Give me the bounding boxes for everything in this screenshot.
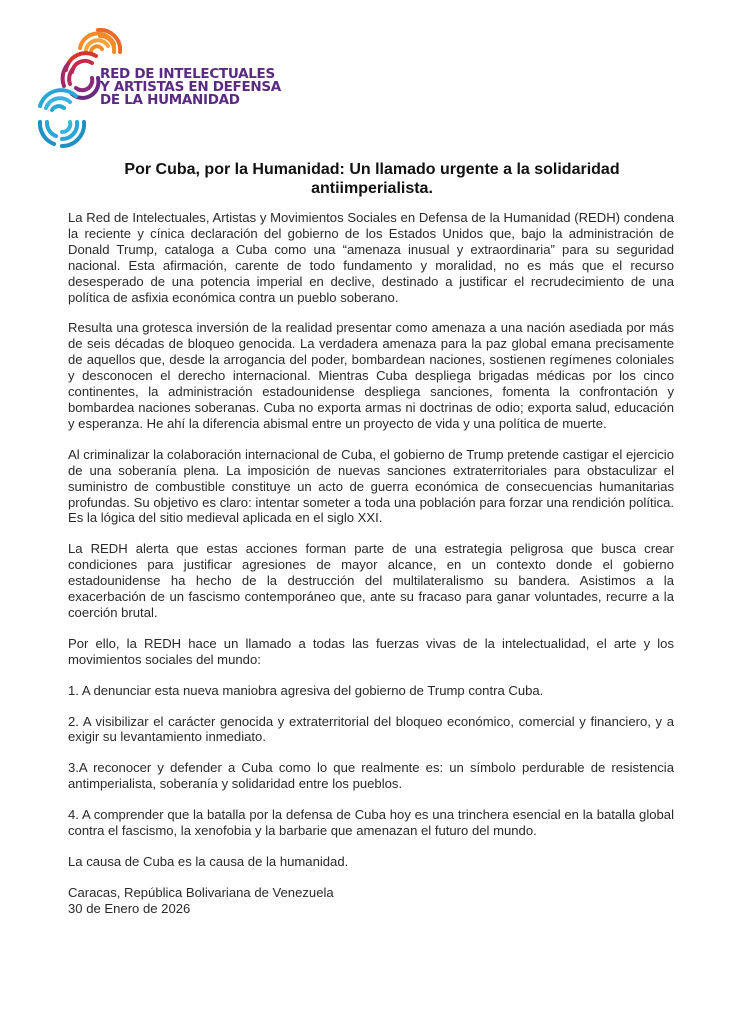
paragraph: Al criminalizar la colaboración internacional de Cuba, el gobierno de Trump pretende castigar el ejercicio de una soberanía plena. La imposición de nuevas sanciones extraterritoriales para obstaculizar el suministro de combustible constituye un acto de guerra económica de consecuencias humanitarias profundas. Su objetivo es claro: intentar someter a toda una población para forzar una rendición política. Es la lógica del sitio medieval aplicada en el siglo XXI. [68,446,674,526]
logo-line-1: RED DE INTELECTUALES [100,66,275,82]
closing-statement: La causa de Cuba es la causa de la humanidad. [68,854,349,869]
call-item: 4. A comprender que la batalla por la defensa de Cuba hoy es una trinchera esencial en la batalla global contra el fascismo, la xenofobia y la barbarie que amenazan el futuro del mundo. [68,807,674,839]
paragraph: Por ello, la REDH hace un llamado a todas las fuerzas vivas de la intelectualidad, el arte y los movimientos sociales del mundo: [68,635,674,667]
document-body [68,210,674,917]
call-item: 2. A visibilizar el carácter genocida y extraterritorial del bloqueo económico, comercial y financiero, y a exigir su levantamiento inmediato. [68,713,674,745]
redh-logo [36,26,281,150]
signature-date: 30 de Enero de 2026 [68,900,191,916]
paragraph: La Red de Intelectuales, Artistas y Movimientos Sociales en Defensa de la Humanidad (REDH) condena la reciente y cínica declaración del gobierno de los Estados Unidos que, bajo la administración de Donald Trump, cataloga a Cuba como una “amenaza inusual y extraordinaria” para su seguridad nacional. Esta afirmación, carente de todo fundamento y moralidad, no es más que el recurso desesperado de una potencia imperial en declive, destinado a justificar el recrudecimiento de una política de asfixia económica contra un pueblo soberano. [68,210,674,305]
signature-block [68,885,674,917]
logo-wordmark [100,68,281,107]
call-item: 1. A denunciar esta nueva maniobra agresiva del gobierno de Trump contra Cuba. [68,682,544,698]
call-item: 3.A reconocer y defender a Cuba como lo que realmente es: un símbolo perdurable de resistencia antimperialista, soberanía y solidaridad entre los pueblos. [68,760,674,792]
logo-line-2: Y ARTISTAS EN DEFENSA [100,79,281,95]
signature-place: Caracas, República Bolivariana de Venezuela [68,884,334,900]
logo-line-3: DE LA HUMANIDAD [100,92,240,108]
paragraph: La REDH alerta que estas acciones forman parte de una estrategia peligrosa que busca crear condiciones para justificar agresiones de mayor alcance, en un contexto donde el gobierno estadounidense ha hecho de la destrucción del multilateralismo su bandera. Asistimos a la exacerbación de un fascismo contemporáneo que, ante su fracaso para ganar voluntades, recurre a la coerción brutal. [68,541,674,620]
document-title: Por Cuba, por la Humanidad: Un llamado urgente a la solidaridad antiimperialista. [124,161,620,197]
paragraph: Resulta una grotesca inversión de la realidad presentar como amenaza a una nación asediada por más de seis décadas de bloqueo genocida. La verdadera amenaza para la paz global emana precisamente de aquellos que, desde la arrogancia del poder, bombardean naciones, sostienen regímenes coloniales y desconocen el derecho internacional. Mientras Cuba despliega brigadas médicas por los cinco continentes, la administración estadounidense despliega sanciones, fomenta la confrontación y bombardea naciones soberanas. Cuba no exporta armas ni doctrinas de odio; exporta salud, educación y esperanza. He ahí la diferencia abismal entre un proyecto de vida y una política de muerte. [68,320,674,431]
